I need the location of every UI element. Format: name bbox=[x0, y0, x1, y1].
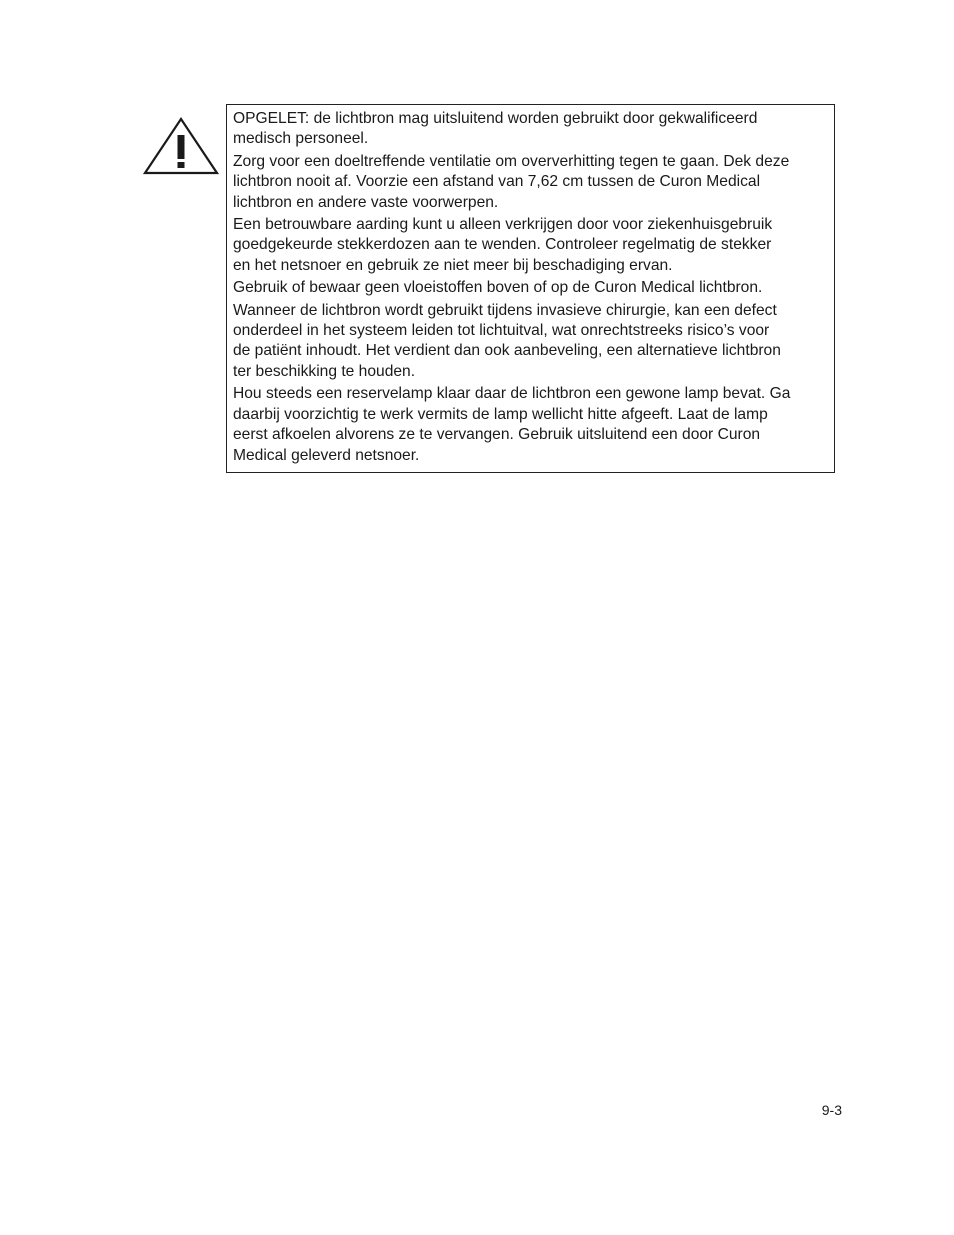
caution-paragraph-6: Hou steeds een reservelamp klaar daar de lichtbron een gewone lamp bevat. Ga daarbij voorzichtig te werk vermits de lamp wellicht hitte afgeeft. Laat de lamp eerst afkoelen alvorens ze te vervangen. Gebruik uitsluitend een door Curon Medical geleverd netsnoer. bbox=[233, 385, 791, 464]
page-number: 9-3 bbox=[821, 1102, 842, 1118]
caution-box bbox=[226, 104, 835, 473]
caution-paragraph-5: Wanneer de lichtbron wordt gebruikt tijdens invasieve chirurgie, kan een defect onderdeel in het systeem leiden tot lichtuitval, wat onrechtstreeks risico’s voor de patiënt inhoudt. Het verdient dan ook aanbeveling, een alternatieve lichtbron ter beschikking te houden. bbox=[233, 301, 781, 380]
caution-paragraph-4: Gebruik of bewaar geen vloeistoffen boven of op de Curon Medical lichtbron. bbox=[233, 279, 763, 297]
caution-paragraph-2: Zorg voor een doeltreffende ventilatie om oververhitting tegen te gaan. Dek deze lichtbron nooit af. Voorzie een afstand van 7,62 cm tussen de Curon Medical lichtbron en andere vaste voorwerpen. bbox=[233, 152, 790, 211]
caution-paragraph-1: OPGELET: de lichtbron mag uitsluitend worden gebruikt door gekwalificeerd medisch personeel. bbox=[233, 110, 758, 148]
caution-paragraph-3: Een betrouwbare aarding kunt u alleen verkrijgen door voor ziekenhuisgebruik goedgekeurde stekkerdozen aan te wenden. Controleer regelmatig de stekker en het netsnoer en gebruik ze niet meer bij beschadiging ervan. bbox=[233, 216, 773, 274]
warning-triangle-icon bbox=[143, 117, 219, 175]
